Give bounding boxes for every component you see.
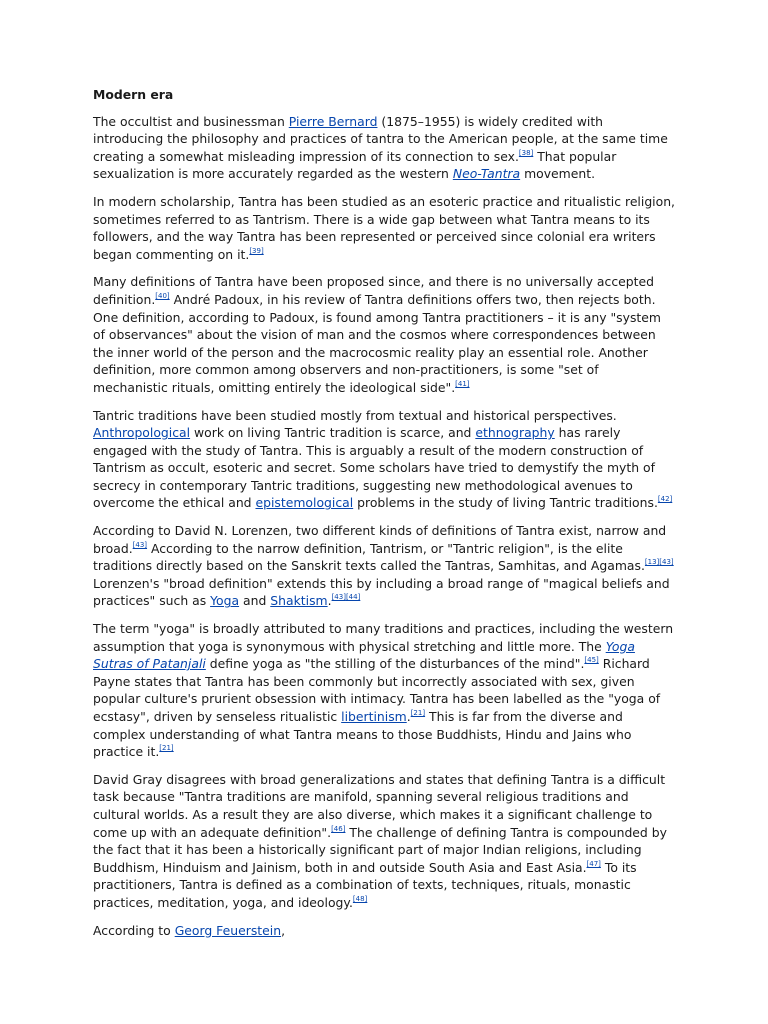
link-ethnography[interactable]: ethnography: [475, 425, 555, 441]
article-body: [93, 86, 675, 949]
link-shaktism[interactable]: Shaktism: [270, 593, 328, 609]
link-anthropological[interactable]: Anthropological: [93, 425, 191, 441]
paragraph-6: The term "yoga" is broadly attributed to many traditions and practices, including the western assumption that yoga is synonymous with physical stretching and little more. The Yoga Sutras of Patanjali define yoga as "the stilling of the disturbances of the mind".[45] Richard Payne states that Tantra has been commonly but incorrectly associated with sex, given popular culture's prurient obsession with intimacy. Tantra has been labelled as the "yoga of ecstasy", driven by senseless ritualistic libertinism.[21] This is far from the diverse and complex understanding of what Tantra means to those Buddhists, Hindu and Jains who practice it.[21]: [93, 621, 674, 760]
ref-47[interactable]: [47]: [586, 859, 601, 868]
ref-21[interactable]: [21]: [159, 744, 174, 753]
link-neo-tantra[interactable]: Neo-Tantra: [452, 166, 521, 182]
ref-44[interactable]: [44]: [345, 593, 361, 602]
link-yoga[interactable]: Yoga: [210, 593, 240, 609]
section-heading: Modern era: [93, 87, 174, 102]
ref-43[interactable]: [43]: [331, 593, 346, 602]
ref-46[interactable]: [46]: [331, 824, 346, 833]
ref-48[interactable]: [48]: [352, 894, 368, 903]
ref-13[interactable]: [13]: [644, 558, 660, 567]
link-yoga-sutras[interactable]: Yoga Sutras of Patanjali: [93, 638, 635, 672]
ref-42[interactable]: [42]: [657, 495, 673, 504]
link-epistemological[interactable]: epistemological: [255, 495, 354, 511]
paragraph-1: The occultist and businessman Pierre Bernard (1875–1955) is widely credited with introducing the philosophy and practices of tantra to the American people, at the same time creating a somewhat misleading impression of its connection to sex.[38] That popular sexualization is more accurately regarded as the western Neo-Tantra movement.: [93, 113, 668, 182]
ref-38[interactable]: [38]: [518, 148, 534, 157]
paragraph-4: Tantric traditions have been studied mostly from textual and historical perspectives. Anthropological work on living Tantric tradition is scarce, and ethnography has rarely engaged with the study of Tantra. This is arguably a result of the modern construction of Tantrism as occult, esoteric and secret. Some scholars have tried to demystify the myth of secrecy in contemporary Tantric traditions, suggesting new methodological avenues to overcome the ethical and epistemological problems in the study of living Tantric traditions.[42]: [93, 407, 673, 511]
paragraph-7: David Gray disagrees with broad generalizations and states that defining Tantra is a difficult task because "Tantra traditions are manifold, spanning several religious traditions and cultural worlds. As a result they are also diverse, which makes it a significant challenge to come up with an adequate definition".[46] The challenge of defining Tantra is compounded by the fact that it has been a historically significant part of major Indian religions, including Buddhism, Hinduism and Jainism, both in and outside South Asia and East Asia.[47] To its practitioners, Tantra is defined as a combination of texts, techniques, rituals, monastic practices, meditation, yoga, and ideology.[48]: [93, 771, 667, 910]
link-georg-feuerstein[interactable]: Georg Feuerstein: [174, 922, 282, 938]
paragraph-3: Many definitions of Tantra have been proposed since, and there is no universally accepted definition.[40] André Padoux, in his review of Tantra definitions offers two, then rejects both. One definition, according to Padoux, is found among Tantra practitioners – it is any "system of observances" about the vision of man and the cosmos where correspondences between the inner world of the person and the macrocosmic reality play an essential role. Another definition, more common among observers and non-practitioners, is some "set of mechanistic rituals, omitting entirely the ideological side".[41]: [93, 274, 661, 395]
ref-43[interactable]: [43]: [132, 540, 148, 549]
ref-40[interactable]: [40]: [155, 291, 170, 300]
link-libertinism[interactable]: libertinism: [341, 709, 407, 724]
paragraph-5: According to David N. Lorenzen, two different kinds of definitions of Tantra exist, narrow and broad.[43] According to the narrow definition, Tantrism, or "Tantric religion", is the elite traditions directly based on the Sanskrit texts called the Tantras, Samhitas, and Agamas.[13][43] Lorenzen's "broad definition" extends this by including a broad range of "magical beliefs and practices" such as Yoga and Shaktism.[43][44]: [93, 523, 674, 609]
ref-21[interactable]: [21]: [410, 709, 426, 717]
link-pierre-bernard[interactable]: Pierre Bernard: [288, 113, 378, 129]
ref-39[interactable]: [39]: [249, 246, 264, 255]
ref-43[interactable]: [43]: [659, 558, 674, 567]
paragraph-8: According to Georg Feuerstein,: [93, 922, 286, 938]
ref-45[interactable]: [45]: [584, 656, 599, 665]
paragraph-2: In modern scholarship, Tantra has been studied as an esoteric practice and ritualistic religion, sometimes referred to as Tantrism. There is a wide gap between what Tantra means to its followers, and the way Tantra has been represented or perceived since colonial era writers began commenting on it.[39]: [93, 193, 676, 262]
ref-41[interactable]: [41]: [455, 379, 470, 388]
